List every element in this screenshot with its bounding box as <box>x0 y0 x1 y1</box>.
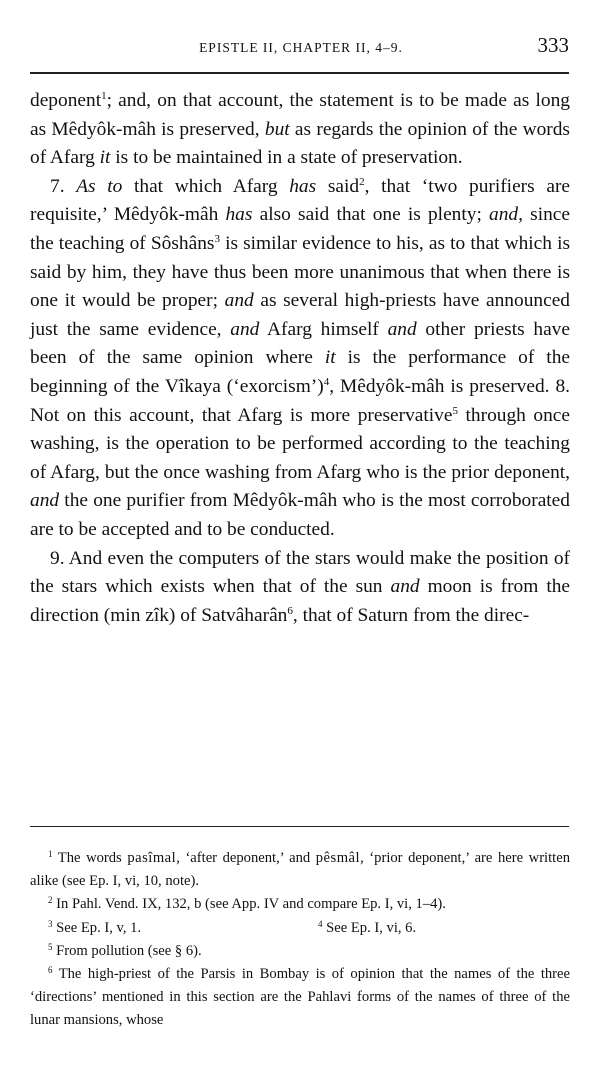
paragraph-9: 9. And even the computers of the stars would make the position of the stars which exists when that of the sun and moon is from the direction (min zîk) of Satvâharân$^6$, that of Saturn from the direc- <box>30 547 571 626</box>
header-rule <box>30 72 569 74</box>
running-head: EPISTLE II, CHAPTER II, 4–9. <box>199 40 403 55</box>
footnote-rule <box>30 826 569 827</box>
page-number: 333 <box>537 33 569 57</box>
footnote-3: $^3$ See Ep. I, v, 1. <box>48 918 142 936</box>
footnote-2: $^2$ In Pahl. Vend. IX, 132, b (see App. IV and compare Ep. I, vi, 1–4). <box>48 895 446 913</box>
page-header <box>33 30 569 70</box>
paragraph-7-8: 7. As to that which Afarg has said$^2$, that ‘two purifiers are requisite,’ Mêdyôk-mâh has also said that one is plenty; and, since the teaching of Sôshâns$^3$ is similar evidence to his, as to that which is said by him, they have thus been more unanimous that when there is one it would be proper; and as several high-priests have announced just the same evidence, and Afarg himself and other priests have been of the same opinion where it is the performance of the beginning of the Vîkaya (‘exorcism’)$^4$, Mêdyôk-mâh is preserved. 8. Not on this account, that Afarg is more preservative$^5$ through once washing, is the operation to be performed according to the teaching of Afarg, but the once washing from Afarg who is the prior deponent, and the one purifier from Mêdyôk-mâh who is the most corroborated are to be accepted and to be conducted. <box>30 175 571 540</box>
footnote-4: $^4$ See Ep. I, vi, 6. <box>318 918 417 936</box>
footnote-row-3-4 <box>30 917 570 940</box>
footnote-1: $^1$ The words pasîmal, ‘after deponent,’ and pêsmâl, ‘prior deponent,’ are here written alike (see Ep. I, vi, 10, note). <box>30 849 570 890</box>
footnote-6: $^6$ The high-priest of the Parsis in Bombay is of opinion that the names of the three ‘directions’ mentioned in this section are the Pahlavi forms of the names of three of the lunar mansions, whose <box>30 965 570 1029</box>
main-text <box>30 87 570 630</box>
footnote-5: $^5$ From pollution (see § 6). <box>48 941 202 959</box>
footnotes <box>30 847 570 1033</box>
paragraph-continuation: deponent$^1$; and, on that account, the statement is to be made as long as Mêdyôk-mâh is preserved, but as regards the opinion of the words of Afarg it is to be maintained in a state of preservation. <box>30 90 570 169</box>
